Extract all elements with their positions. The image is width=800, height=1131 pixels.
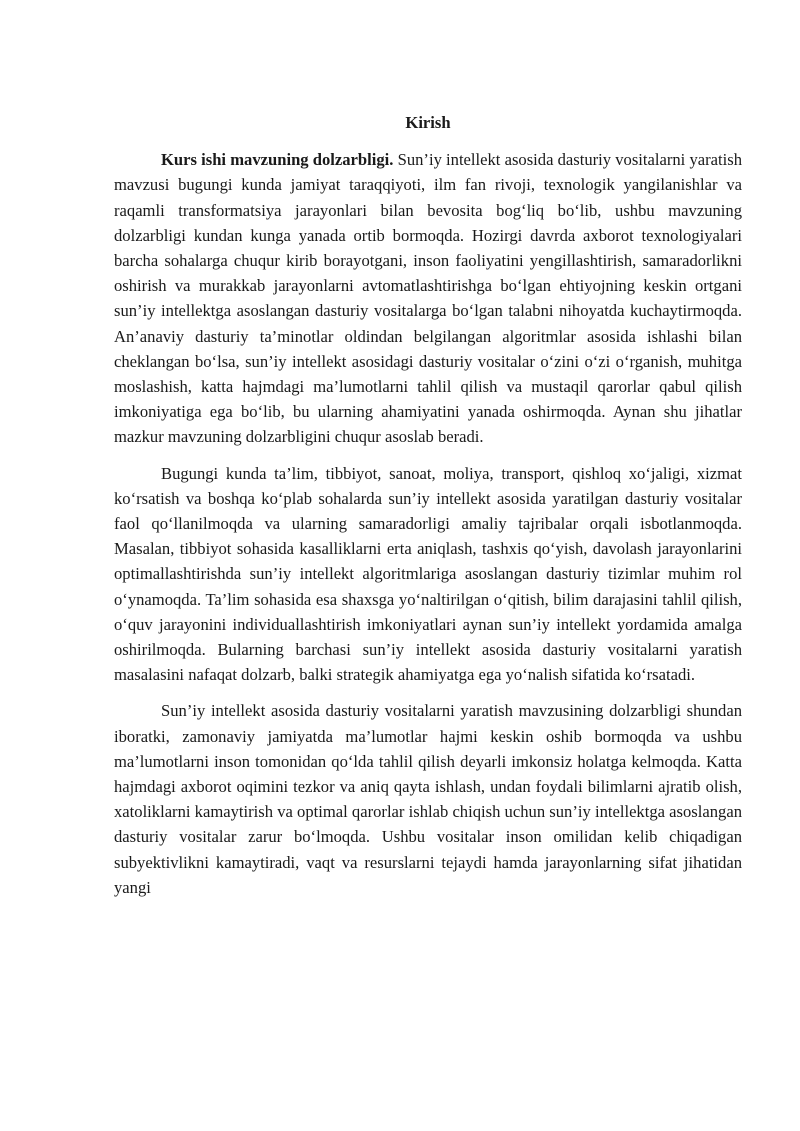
paragraph-lead: Kurs ishi mavzuning dolzarbligi. xyxy=(161,150,394,170)
page-title: Kirish xyxy=(405,113,451,132)
paragraph-1 xyxy=(114,147,742,449)
paragraph-2 xyxy=(114,461,742,688)
paragraph-text: Bugungi kunda ta’lim, tibbiyot, sanoat, moliya, transport, qishloq xo‘jaligi, xizmat ko‘rsatish va boshqa ko‘plab sohalarda sun’iy intellekt asosida yaratilgan dasturiy vositalar faol qo‘llanilmoqda va ularning samaradorligi amaliy tajribalar orqali isbotlanmoqda. Masalan, tibbiyot sohasida kasalliklarni erta aniqlash, tashxis qo‘yish, davolash jarayonlarini optimallashtirishda sun’iy intellekt algoritmlariga asoslangan dasturiy tizimlar muhim rol o‘ynamoqda. Ta’lim sohasida esa shaxsga yo‘naltirilgan o‘qitish, bilim darajasini tahlil qilish, o‘quv jarayonini individuallashtirish imkoniyatlari aynan sun’iy intellekt yordamida amalga oshirilmoqda. Bularning barchasi sun’iy intellekt asosida dasturiy vositalarni yaratish masalasini nafaqat dolzarb, balki strategik ahamiyatga ega yo‘nalish sifatida ko‘rsatadi. xyxy=(114,463,742,685)
paragraph-3 xyxy=(114,698,742,900)
paragraph-text: Sun’iy intellekt asosida dasturiy vositalarni yaratish mavzusi bugungi kunda jamiyat taraqqiyoti, ilm fan rivoji, texnologik yangilanishlar va raqamli transformatsiya jarayonlari bilan bevosita bog‘liq bo‘lib, ushbu mavzuning dolzarbligi kundan kunga yanada ortib bormoqda. Hozirgi davrda axborot texnologiyalari barcha sohalarga chuqur kirib borayotgani, inson faoliyatini yengillashtirish, samaradorlikni oshirish va murakkab jarayonlarni avtomatlashtirishga bo‘lgan ehtiyojning keskin ortgani sun’iy intellektga asoslangan dasturiy vositalarga bo‘lgan talabni nihoyatda kuchaytirmoqda. An’anaviy dasturiy ta’minotlar oldindan belgilangan algoritmlar asosida ishlashi bilan cheklangan bo‘lsa, sun’iy intellekt asosidagi dasturiy vositalar o‘zini o‘zi o‘rganish, muhitga moslashish, katta hajmdagi ma’lumotlarni tahlil qilish va mustaqil qarorlar qabul qilish imkoniyatiga ega bo‘lib, bu ularning ahamiyatini yanada oshirmoqda. Aynan shu jihatlar mazkur mavzuning dolzarbligini chuqur asoslab beradi. xyxy=(114,150,742,447)
paragraph-text: Sun’iy intellekt asosida dasturiy vositalarni yaratish mavzusining dolzarbligi shundan iboratki, zamonaviy jamiyatda ma’lumotlar hajmi keskin oshib bormoqda va ushbu ma’lumotlarni inson tomonidan qo‘lda tahlil qilish deyarli imkonsiz holatga kelmoqda. Katta hajmdagi axborot oqimini tezkor va aniq qayta ishlash, undan foydali bilimlarni ajratib olish, xatoliklarni kamaytirish va optimal qarorlar ishlab chiqish uchun sun’iy intellektga asoslangan dasturiy vositalar zarur bo‘lmoqda. Ushbu vositalar inson omilidan kelib chiqadigan subyektivlikni kamaytiradi, vaqt va resurslarni tejaydi hamda jarayonlarning sifat jihatidan yangi xyxy=(114,701,742,897)
page-content xyxy=(114,110,742,911)
